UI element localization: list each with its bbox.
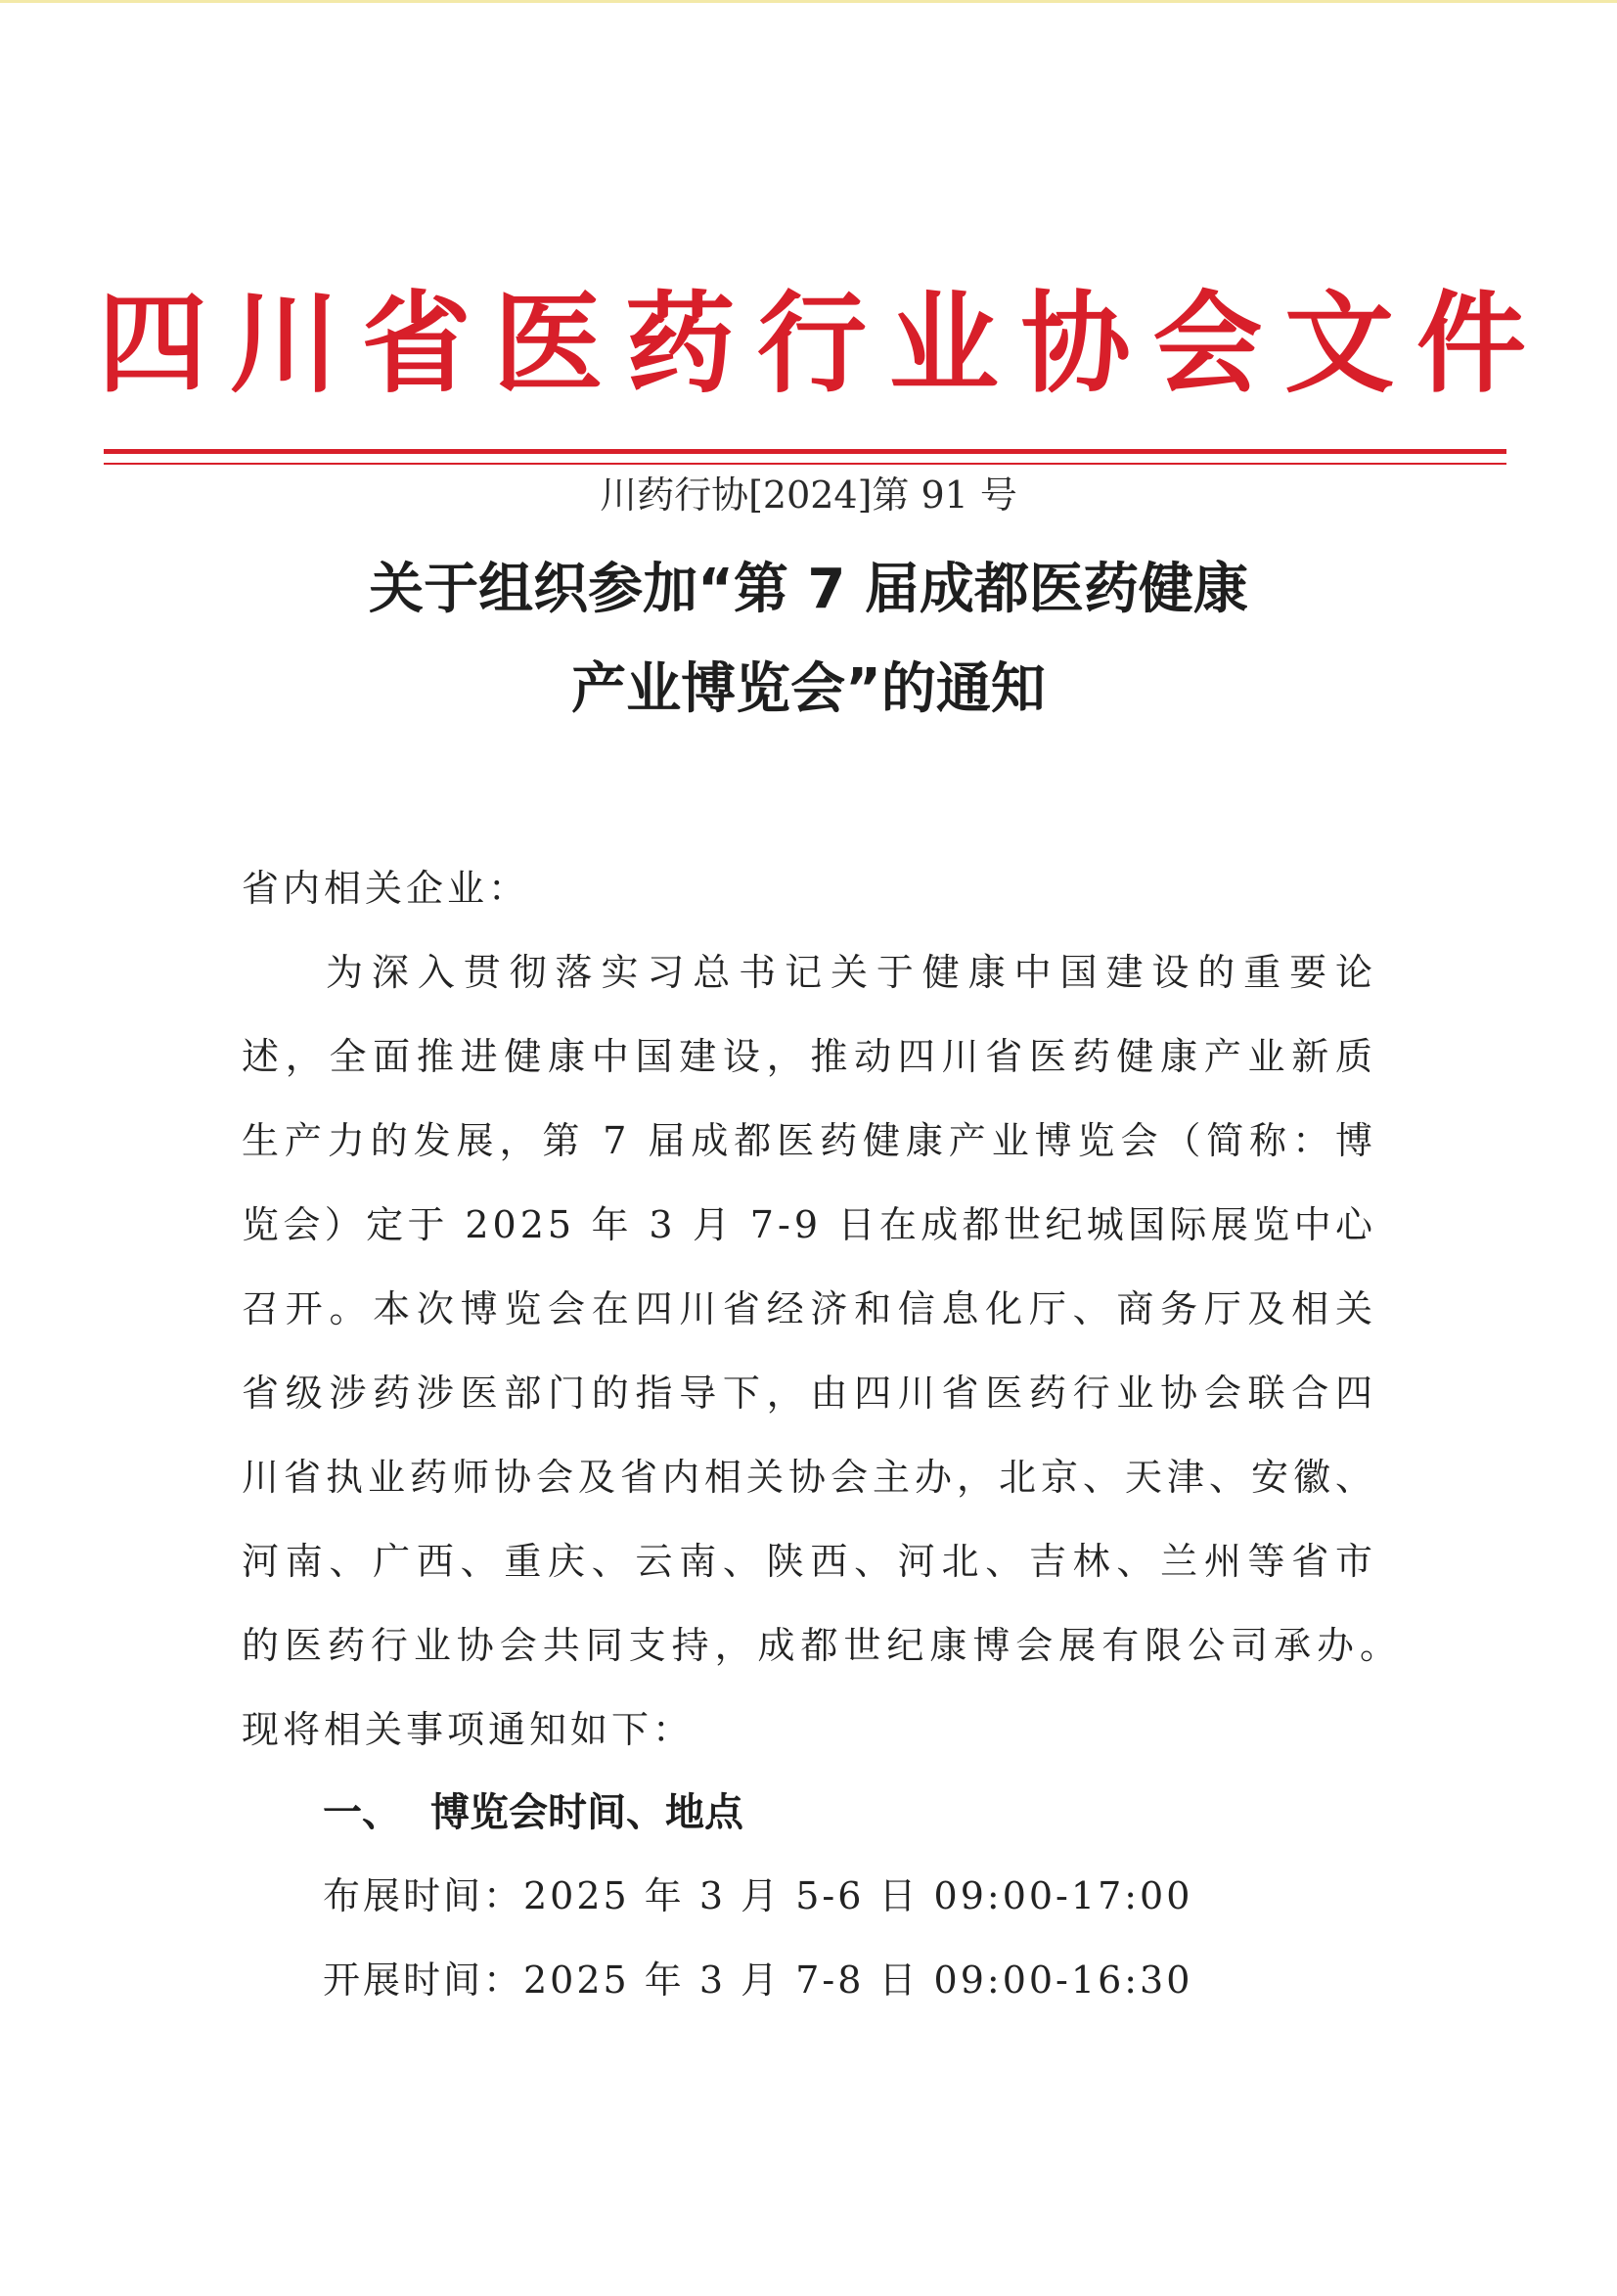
header-char: 文 (1284, 281, 1395, 408)
section-number: 一、 (323, 1790, 401, 1835)
setup-time: 布展时间：2025 年 3 月 5-6 日 09:00-17:00 (323, 1874, 1193, 1917)
document-number: 川药行协[2024]第 91 号 (600, 473, 1017, 517)
header-char: 药 (625, 281, 736, 408)
body-paragraph-line: 河南、广西、重庆、云南、陕西、河北、吉林、兰州等省市 (242, 1540, 1376, 1583)
header-char: 省 (361, 281, 472, 408)
body-paragraph-line: 召开。本次博览会在四川省经济和信息化厅、商务厅及相关 (242, 1287, 1376, 1330)
header-divider-thick (104, 449, 1506, 454)
header-char: 业 (888, 281, 999, 408)
body-paragraph-line: 省级涉药涉医部门的指导下，由四川省医药行业协会联合四 (242, 1372, 1376, 1415)
body-paragraph-line: 川省执业药师协会及省内相关协会主办，北京、天津、安徽、 (242, 1456, 1376, 1499)
body-paragraph-line: 览会）定于 2025 年 3 月 7-9 日在成都世纪城国际展览中心 (242, 1203, 1376, 1246)
section-heading-text: 博览会时间、地点 (430, 1790, 743, 1835)
body-paragraph-line: 生产力的发展，第 7 届成都医药健康产业博览会（简称：博 (242, 1119, 1376, 1162)
body-paragraph-line: 为深入贯彻落实习总书记关于健康中国建设的重要论 (326, 951, 1376, 994)
open-time: 开展时间：2025 年 3 月 7-8 日 09:00-16:30 (323, 1958, 1193, 2002)
header-char: 件 (1415, 281, 1526, 408)
header-char: 会 (1152, 281, 1263, 408)
header-char: 四 (98, 281, 207, 408)
header-char: 行 (756, 281, 867, 408)
document-title-line-2: 产业博览会”的通知 (571, 657, 1046, 721)
page-top-edge (0, 0, 1617, 3)
salutation: 省内相关企业： (242, 867, 530, 910)
document-header-title (98, 276, 1526, 413)
document-title-line-1: 关于组织参加“第 7 届成都医药健康 (369, 558, 1248, 621)
body-paragraph-line: 的医药行业协会共同支持，成都世纪康博会展有限公司承办。 (242, 1624, 1401, 1667)
body-paragraph-line: 述，全面推进健康中国建设，推动四川省医药健康产业新质 (242, 1035, 1376, 1078)
body-paragraph-line: 现将相关事项通知如下： (242, 1708, 695, 1751)
header-divider-thin (104, 463, 1506, 465)
header-char: 医 (493, 281, 604, 408)
section-heading-1 (323, 1785, 743, 1840)
header-char: 协 (1020, 281, 1131, 408)
header-char: 川 (229, 281, 339, 408)
